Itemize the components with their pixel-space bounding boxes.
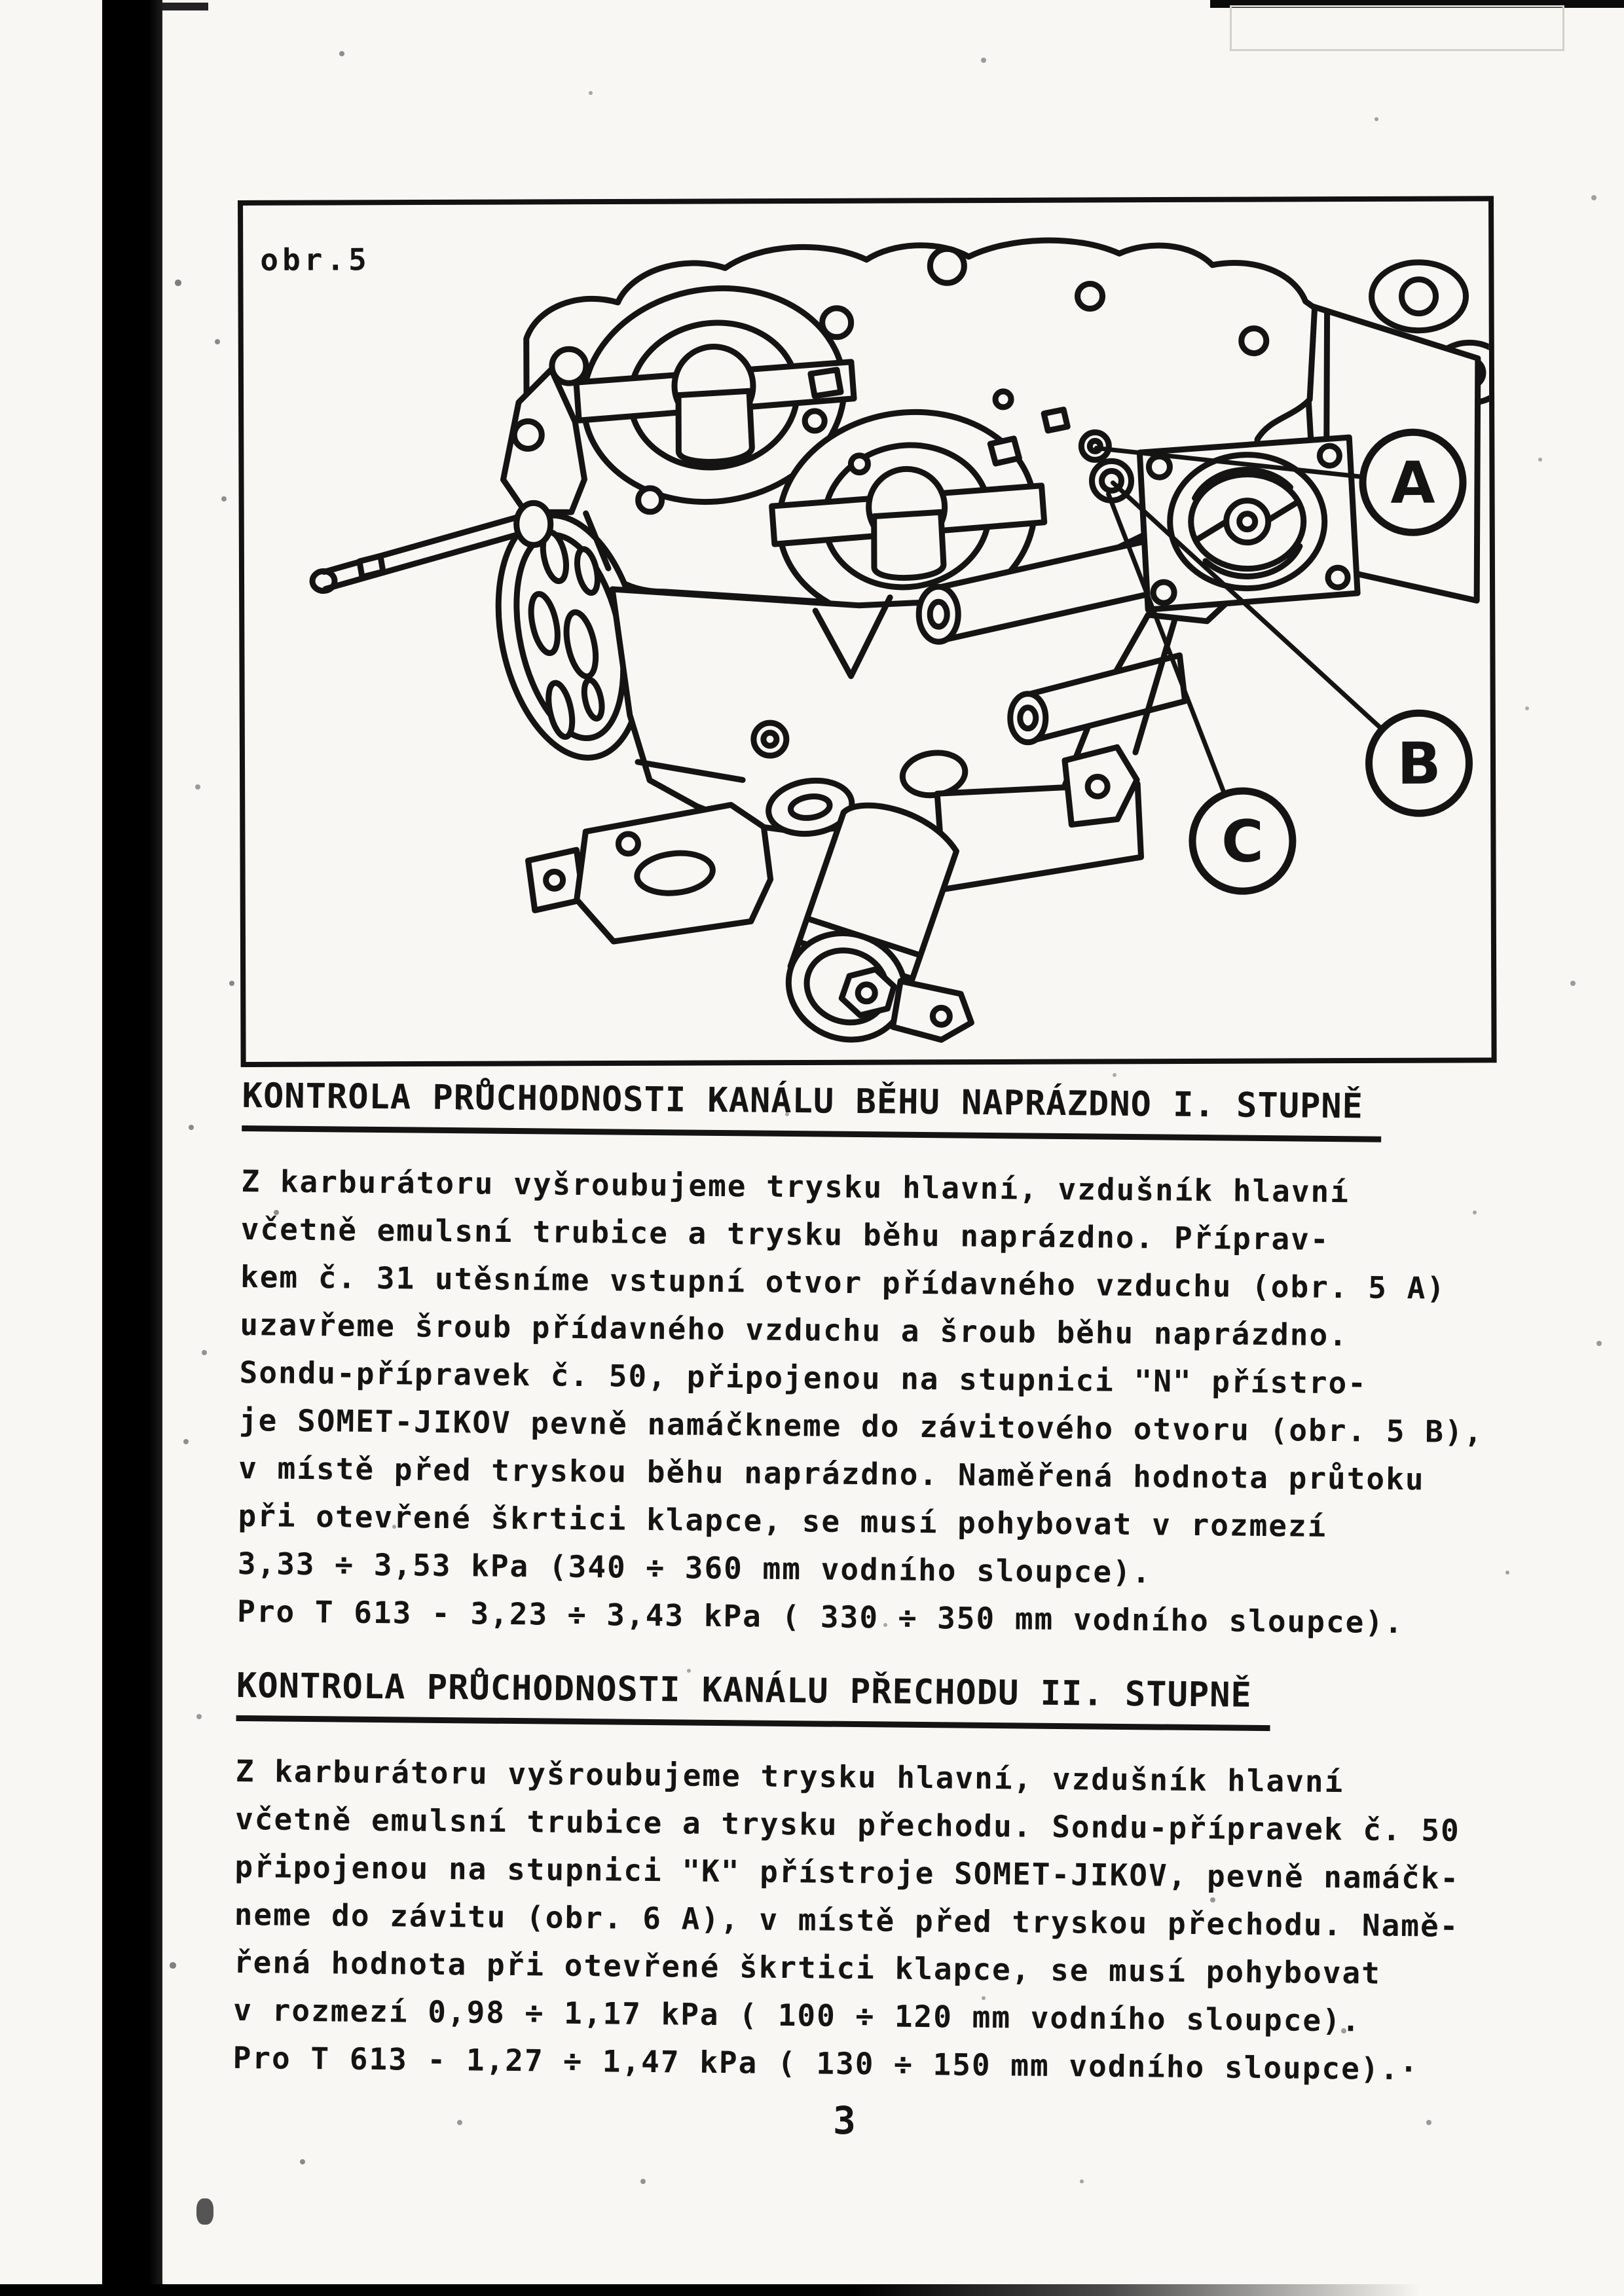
carburetor-illustration — [243, 201, 1492, 1062]
section-heading-1-text: KONTROLA PRŮCHODNOSTI KANÁLU BĚHU NAPRÁZDNO I. STUPNĚ — [242, 1077, 1382, 1142]
page-number: 3 — [833, 2098, 856, 2143]
scan-smudge — [196, 2198, 213, 2225]
scan-noise-speckles — [0, 0, 3, 3]
scan-bottom-band — [0, 2284, 1421, 2296]
text-line: je SOMET-JIKOV pevně namáčkneme do závitového otvoru (obr. 5 B), — [238, 1402, 1484, 1450]
text-line: kem č. 31 utěsníme vstupní otvor přídavného vzduchu (obr. 5 A) — [240, 1258, 1447, 1306]
text-line: Z karburátoru vyšroubujeme trysku hlavní, vzdušník hlavní — [241, 1163, 1350, 1210]
text-line: Pro T 613 - 3,23 ÷ 3,43 kPa ( 330 ÷ 350 mm vodního sloupce). — [236, 1593, 1405, 1640]
text-line: Pro T 613 - 1,27 ÷ 1,47 kPa ( 130 ÷ 150 mm vodního sloupce).· — [232, 2039, 1420, 2086]
section-heading-2-text: KONTROLA PRŮCHODNOSTI KANÁLU PŘECHODU II. STUPNĚ — [236, 1667, 1270, 1731]
text-line: včetně emulsní trubice a trysku běhu naprázdno. Příprav- — [240, 1211, 1330, 1257]
callout-a: A — [1359, 428, 1467, 536]
text-line: včetně emulsní trubice a trysku přechodu. Sondu-přípravek č. 50 — [234, 1800, 1461, 1848]
pump-cylinder — [773, 805, 971, 1056]
section-heading-2 — [236, 1667, 1553, 1734]
scan-smudge — [162, 3, 208, 10]
figure-box — [238, 196, 1497, 1067]
text-line: Sondu-přípravek č. 50, připojenou na stupnici "N" přístro- — [239, 1354, 1368, 1401]
callout-b: B — [1365, 709, 1473, 817]
text-line: řená hodnota při otevřené škrtici klapce, se musí pohybovat — [233, 1944, 1382, 1991]
text-line: připojenou na stupnici "K" přístroje SOMET-JIKOV, pevně namáčk- — [234, 1848, 1460, 1896]
text-line: Z karburátoru vyšroubujeme trysku hlavní, vzdušník hlavní — [235, 1753, 1344, 1799]
section-heading-1 — [242, 1077, 1559, 1144]
text-line: uzavřeme šroub přídavného vzduchu a šroub běhu naprázdno. — [240, 1306, 1349, 1353]
text-content — [232, 1077, 1559, 2094]
text-line: neme do závitu (obr. 6 A), v místě před tryskou přechodu. Namě- — [234, 1896, 1460, 1944]
text-line: při otevřené škrtici klapce, se musí pohybovat v rozmezí — [238, 1497, 1327, 1544]
text-line: v rozmezí 0,98 ÷ 1,17 kPa ( 100 ÷ 120 mm vodního sloupce). — [233, 1992, 1361, 2039]
scan-edge-bar — [102, 0, 162, 2296]
text-line: v místě před tryskou běhu naprázdno. Naměřená hodnota průtoku — [238, 1449, 1425, 1497]
scan-ghost-rectangle — [1230, 5, 1564, 51]
callout-c: C — [1189, 787, 1297, 895]
text-line: 3,33 ÷ 3,53 kPa (340 ÷ 360 mm vodního sloupce). — [237, 1545, 1152, 1590]
figure-label: obr.5 — [260, 242, 371, 278]
mounting-foot — [528, 805, 771, 941]
